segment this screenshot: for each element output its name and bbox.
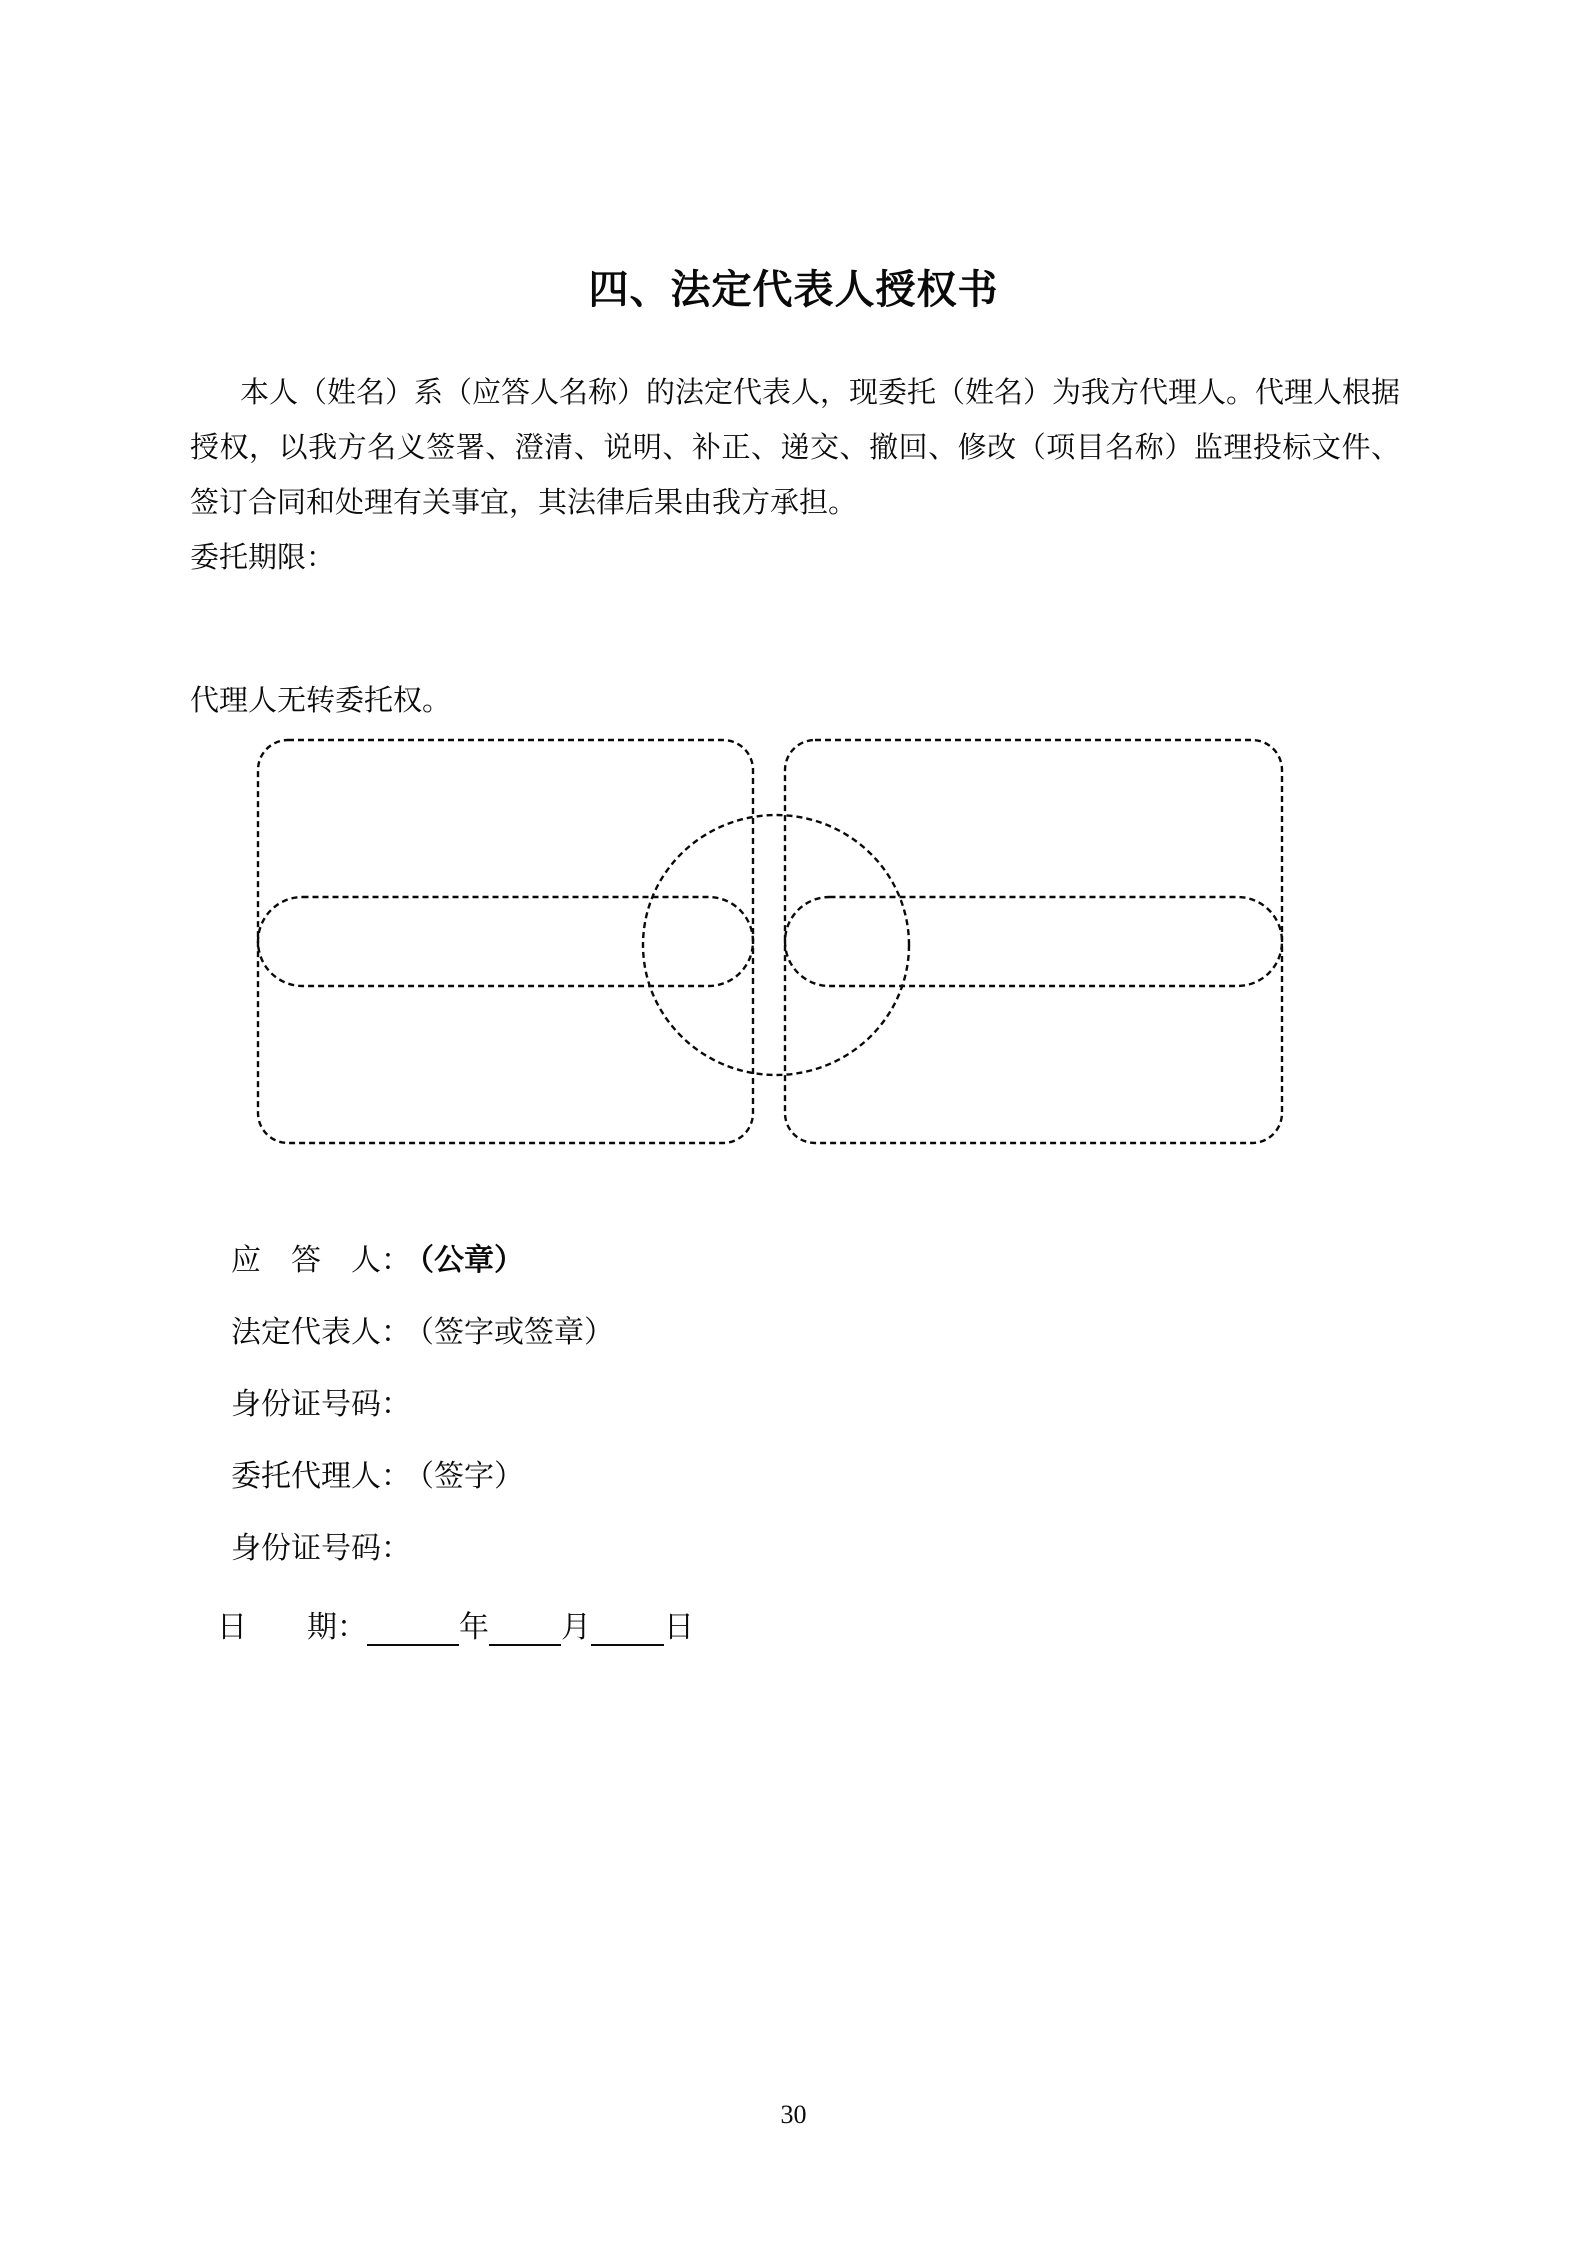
- agent-value: （签字）: [419, 1460, 524, 1493]
- signature-row-agent: [186, 1432, 614, 1493]
- date-blank-day: [591, 1614, 664, 1646]
- date-line: [217, 1610, 694, 1646]
- id-number-label-2: 身份证号码：: [231, 1532, 411, 1565]
- legal-rep-value: （签字或签章）: [419, 1316, 614, 1349]
- month-label: 月: [561, 1611, 591, 1644]
- year-label: 年: [459, 1611, 489, 1644]
- page-number: 30: [780, 2100, 807, 2129]
- date-blank-year: [367, 1614, 459, 1646]
- left-name-strip: [258, 897, 753, 986]
- left-seal-box: [258, 740, 753, 1143]
- agent-label: 委托代理人：: [231, 1460, 411, 1493]
- authorization-paragraph: 本人（姓名）系（应答人名称）的法定代表人，现委托（姓名）为我方代理人。代理人根据授权，以我方名义签署、澄清、说明、补正、递交、撤回、修改（项目名称）监理投标文件、签订合同和处理有关事宜，其法律后果由我方承担。: [190, 377, 1401, 519]
- right-seal-box: [785, 740, 1282, 1143]
- respondent-label: 应 答 人：: [231, 1244, 411, 1277]
- date-prefix-label: 日 期：: [217, 1611, 367, 1644]
- body-text-column: [190, 366, 1400, 729]
- signature-row-id-number-2: [186, 1504, 614, 1565]
- signature-block: [186, 1216, 614, 1576]
- right-name-strip: [785, 897, 1282, 986]
- signature-row-legal-rep: [186, 1288, 614, 1349]
- no-sub-delegation-note: 代理人无转委托权。: [190, 685, 452, 717]
- page-title: 四、法定代表人授权书: [588, 267, 999, 312]
- date-blank-month: [489, 1614, 561, 1646]
- legal-rep-label: 法定代表人：: [231, 1316, 411, 1349]
- entrust-period-label: 委托期限：: [190, 542, 336, 574]
- signature-row-respondent: [186, 1216, 614, 1277]
- signature-row-id-number-1: [186, 1360, 614, 1421]
- day-label: 日: [664, 1611, 694, 1644]
- respondent-value: （公章）: [419, 1244, 524, 1277]
- cross-seam-seal-circle: [643, 815, 909, 1075]
- id-number-label-1: 身份证号码：: [231, 1388, 411, 1421]
